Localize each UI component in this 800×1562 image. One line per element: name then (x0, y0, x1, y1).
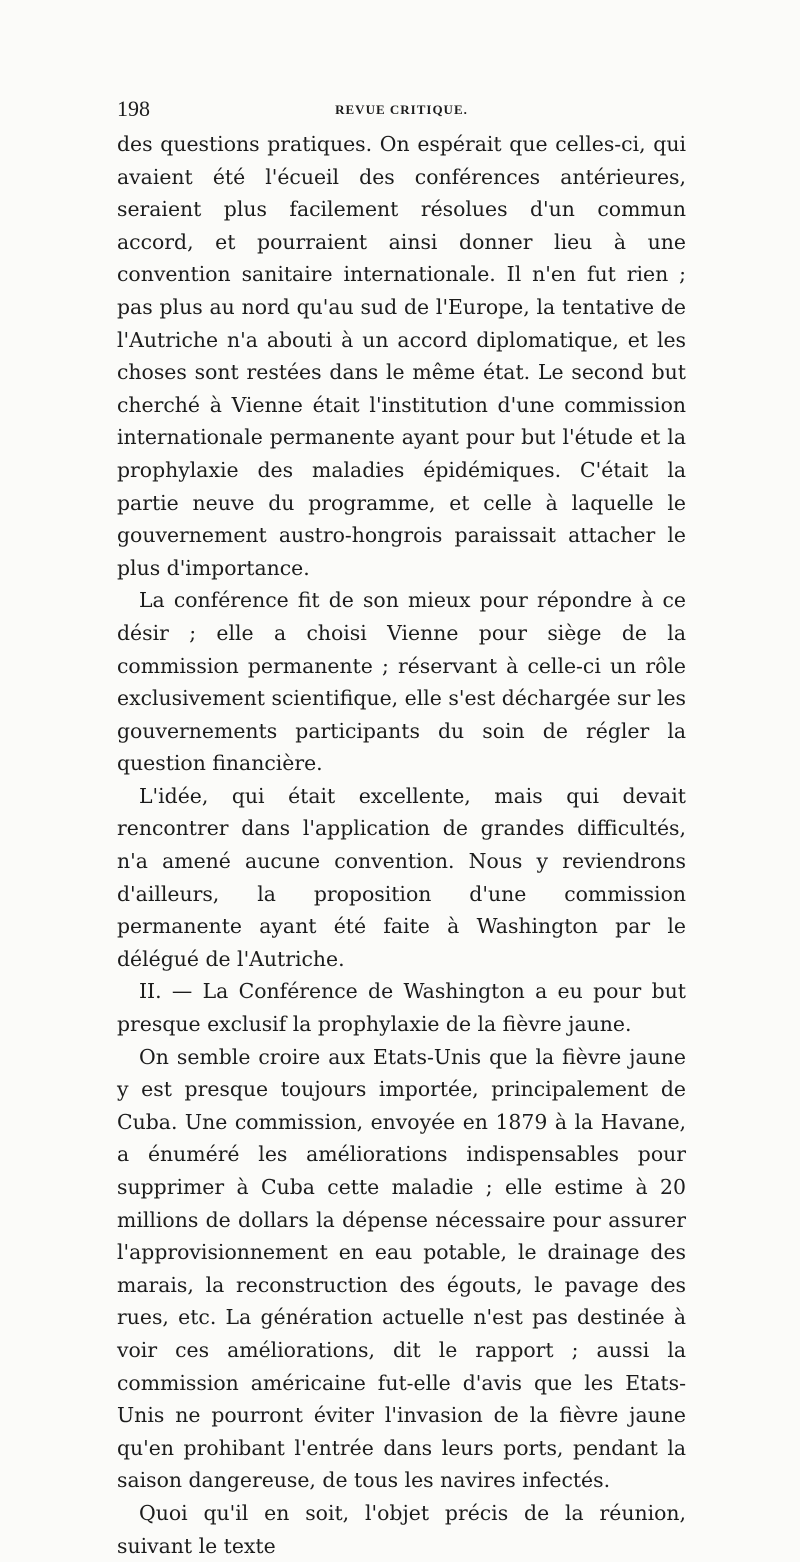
page-body (117, 128, 686, 1562)
page-number: 198 (117, 96, 150, 121)
paragraph-yellow-fever: On semble croire aux Etats-Unis que la fièvre jaune y est presque toujours importée, principalement de Cuba. Une commission, envoyée en 1879 à la Havane, a énuméré les améliorations indispensables pour supprimer à Cuba cette maladie ; elle estime à 20 millions de dollars la dépense nécessaire pour assurer l'approvisionnement en eau potable, le drainage des marais, la reconstruction des égouts, le pavage des rues, etc. La génération actuelle n'est pas destinée à voir ces améliorations, dit le rapport ; aussi la commission américaine fut-elle d'avis que les Etats-Unis ne pourront éviter l'invasion de la fièvre jaune qu'en prohibant l'entrée dans leurs ports, pendant la saison dangereuse, de tous les navires infectés. (117, 1044, 686, 1493)
book-page (117, 96, 686, 1562)
paragraph-permanent-commission: L'idée, qui était excellente, mais qui devait rencontrer dans l'application de grandes difficultés, n'a amené aucune convention. Nous y reviendrons d'ailleurs, la proposition d'une commission permanente ayant été faite à Washington par le délégué de l'Autriche. (117, 783, 686, 971)
page-header (117, 96, 686, 124)
paragraph-section-ii: II. — La Conférence de Washington a eu pour but presque exclusif la prophylaxie de la fièvre jaune. (117, 979, 686, 1037)
paragraph-last-line: Quoi qu'il en soit, l'objet précis de la réunion, suivant le texte (117, 1500, 686, 1558)
paragraph-continued: des questions pratiques. On espérait que celles-ci, qui avaient été l'écueil des conférences antérieures, seraient plus facilement résolues d'un commun accord, et pourraient ainsi donner lieu à une convention sanitaire internationale. Il n'en fut rien ; pas plus au nord qu'au sud de l'Europe, la tentative de l'Autriche n'a abouti à un accord diplomatique, et les choses sont restées dans le même état. Le second but cherché à Vienne était l'institution d'une commission internationale permanente ayant pour but l'étude et la prophylaxie des maladies épidémiques. C'était la partie neuve du programme, et celle à laquelle le gouvernement austro-hongrois paraissait attacher le plus d'importance. (117, 132, 686, 580)
running-title: REVUE CRITIQUE. (335, 102, 468, 117)
paragraph-vienna-conference: La conférence fit de son mieux pour répondre à ce désir ; elle a choisi Vienne pour siège de la commission permanente ; réservant à celle-ci un rôle exclusivement scientifique, elle s'est déchargée sur les gouvernements participants du soin de régler la question financière. (117, 588, 686, 776)
